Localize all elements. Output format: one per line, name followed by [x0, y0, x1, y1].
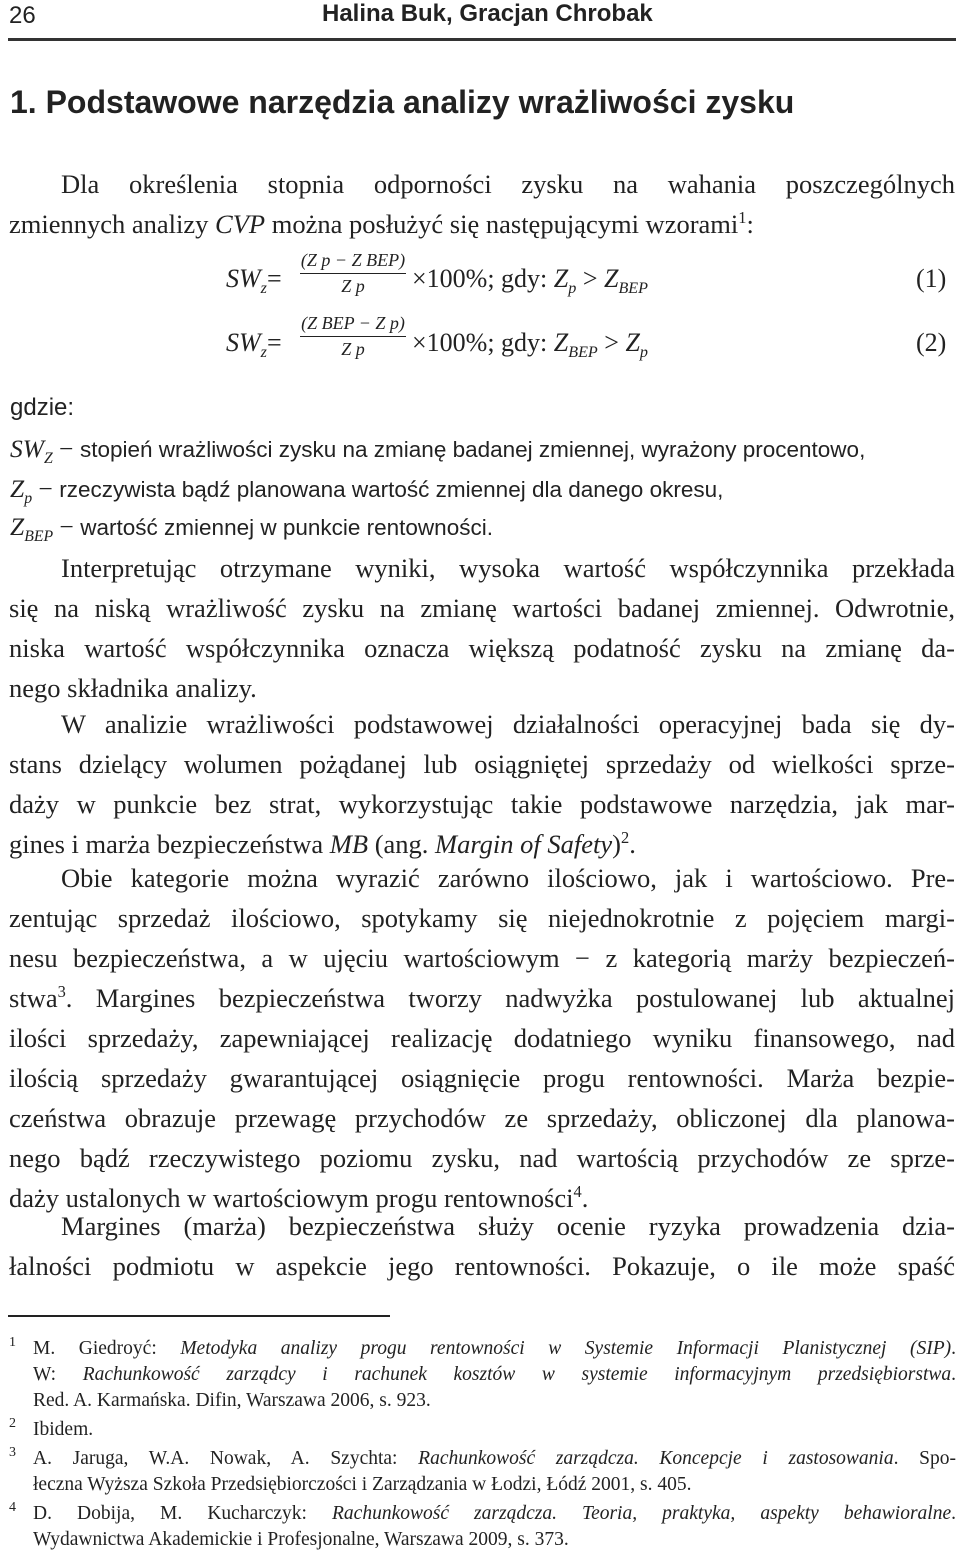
footnote-rule [8, 1315, 390, 1317]
text-line: Interpretując otrzymane wyniki, wysoka wartość współczynnika przekłada [61, 553, 955, 583]
definition-zp: $Z_p$ − rzeczywista bądź planowana wartość zmiennej dla danego okresu, [10, 474, 724, 508]
formula-2-lhs: $SW_z=$ [226, 328, 282, 362]
where-label: gdzie: [10, 394, 75, 421]
formula-2-fraction: (Z BEP − Z p) Z p [301, 313, 405, 359]
margin-paragraph [9, 1206, 955, 1286]
footnote-mark: 4 [9, 1500, 16, 1515]
equation-number-2: (2) [916, 328, 947, 357]
text-line: łalności podmiotu w aspekcie jego rentowności. Pokazuje, o ile może spaść [9, 1251, 955, 1281]
text-line: stans dzielący wolumen pożądanej lub osiągniętej sprzedaży od wielkości sprze- [9, 749, 955, 779]
text-line: daży ustalonych w wartościowym progu rentowności$^4$. [9, 1182, 589, 1213]
section-heading: 1. Podstawowe narzędzia analizy wrażliwości zysku [10, 84, 795, 120]
footnote-mark: 1 [9, 1335, 16, 1350]
categories-paragraph [9, 858, 955, 1218]
text-line: Margines (marża) bezpieczeństwa służy ocenie ryzyka prowadzenia dzia- [61, 1211, 955, 1241]
running-header-authors: Halina Buk, Gracjan Chrobak [322, 0, 653, 27]
formula-2-condition: ×100%; gdy: $Z_{BEP} > Z_p$ [412, 328, 648, 362]
footnote-mark: 2 [9, 1416, 16, 1431]
intro-paragraph [9, 164, 955, 244]
text-line: daży w punkcie bez strat, wykorzystując takie podstawowe narzędzia, jak mar- [9, 789, 955, 819]
running-header [0, 0, 960, 50]
text-line: nego składnika analizy. [9, 673, 257, 703]
text-line: czeństwa obrazuje przewagę przychodów ze sprzedaży, obliczonej dla planowa- [9, 1103, 955, 1133]
text-line: ilością sprzedaży gwarantującej osiągnięcie progu rentowności. Marża bezpie- [9, 1063, 955, 1093]
analysis-paragraph [9, 704, 955, 864]
header-rule [8, 38, 956, 41]
text-line: W analizie wrażliwości podstawowej działalności operacyjnej bada się dy- [61, 709, 955, 739]
text-line: Dla określenia stopnia odporności zysku na wahania poszczególnych [61, 169, 955, 199]
text-line: Obie kategorie można wyrazić zarówno ilościowo, jak i wartościowo. Pre- [61, 863, 955, 893]
page-number: 26 [9, 2, 36, 29]
formula-1-condition: ×100%; gdy: $Z_p > Z_{BEP}$ [412, 264, 648, 298]
definition-sw: $SW_Z$ − stopień wrażliwości zysku na zmianę badanej zmiennej, wyrażony procentowo, [10, 434, 866, 468]
text-line: niska wartość współczynnika oznacza większą podatność zysku na zmianę da- [9, 633, 955, 663]
text-line: stwa$^3$. Margines bezpieczeństwa tworzy nadwyżka postulowanej lub aktualnej [9, 982, 955, 1013]
equation-number-1: (1) [916, 264, 947, 293]
text-line: nego bądź rzeczywistego poziomu zysku, nad wartością przychodów ze sprze- [9, 1143, 955, 1173]
text-line: się na niską wrażliwość zysku na zmianę wartości badanej zmiennej. Odwrotnie, [9, 593, 955, 623]
interpretation-paragraph [9, 548, 955, 708]
text-line: ilości sprzedaży, zapewniającej realizację dodatniego wyniku finansowego, nad [9, 1023, 955, 1053]
text-line: nesu bezpieczeństwa, a w ujęciu wartościowym − z kategorią marży bezpieczeń- [9, 943, 955, 973]
footnote-mark: 3 [9, 1445, 16, 1460]
text-line: zmiennych analizy CVP można posłużyć się następującymi wzorami$^1$: [9, 208, 754, 239]
formula-1-fraction: (Z p − Z BEP) Z p [300, 250, 406, 296]
text-line: zentując sprzedaż ilościowo, spotykamy się niejednokrotnie z pojęciem margi- [9, 903, 955, 933]
text-line: gines i marża bezpieczeństwa MB (ang. Margin of Safety)$^2$. [9, 828, 636, 859]
definition-zbep: $Z_{BEP}$ − wartość zmiennej w punkcie rentowności. [10, 512, 493, 546]
formula-1-lhs: $SW_z=$ [226, 264, 282, 298]
